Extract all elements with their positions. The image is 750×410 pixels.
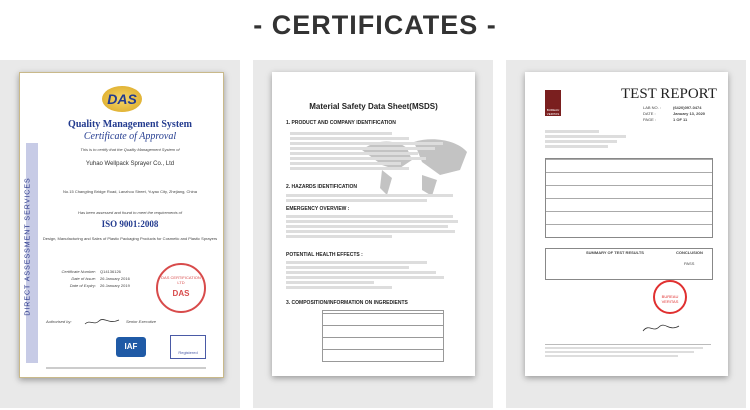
bureau-veritas-logo (545, 90, 561, 116)
certificate-panel-2 (253, 60, 493, 408)
bv-stamp (653, 280, 687, 314)
msds-title: Material Safety Data Sheet(MSDS) (309, 102, 438, 111)
authorised-label: Authorised by: (46, 319, 72, 324)
page-count: 1 OF 11 (673, 117, 688, 122)
issue-label: Date of Issue: (71, 276, 96, 281)
footer-text (545, 344, 711, 367)
bv-stamp-text: BUREAU VERITAS (661, 294, 679, 304)
stamp-logo: DAS (172, 289, 190, 298)
bv-logo-text: BUREAU VERITAS (546, 108, 560, 116)
summary-table (545, 248, 713, 280)
ukas-logo (170, 335, 206, 359)
das-logo (102, 86, 142, 112)
certification-stamp (156, 263, 206, 313)
scope-text: Design, Manufacturing and Sales of Plastic Packaging Products for Cosmetic and Plastic Sprayers (42, 236, 218, 241)
footer-line (46, 367, 206, 369)
intro-text: This is to certify that the Quality Management System of (80, 147, 180, 152)
conclusion-heading: CONCLUSION (676, 250, 703, 255)
section-3-heading: 3. COMPOSITION/INFORMATION ON INGREDIENTS (286, 300, 408, 306)
cert-number: Q14136126 (100, 269, 121, 274)
certificate-panel-1 (0, 60, 240, 408)
section-2-lines (286, 192, 462, 204)
cert-number-label: Certificate Number: (61, 269, 96, 274)
iaf-logo (116, 337, 146, 357)
lab-label: LAB NO. : (643, 105, 662, 110)
certificate-panel-3 (506, 60, 746, 408)
iaf-text: IAF (124, 342, 138, 351)
test-report-document (525, 72, 728, 376)
summary-heading: SUMMARY OF TEST RESULTS (586, 250, 644, 255)
das-logo-text: DAS (107, 91, 137, 107)
report-signature (641, 320, 681, 330)
emergency-heading: EMERGENCY OVERVIEW : (286, 206, 350, 212)
issue-date: 26 January 2016 (100, 276, 130, 281)
company-name: Yuhao Wellpack Sprayer Co., Ltd (85, 161, 175, 167)
section-1-lines (290, 130, 460, 172)
stamp-text: DAS CERTIFICATION LTD (161, 275, 201, 285)
iso-standard: ISO 9001:2008 (101, 219, 159, 229)
system-name: Quality Management System (68, 119, 192, 130)
effects-heading: POTENTIAL HEALTH EFFECTS : (286, 252, 363, 258)
sample-table (545, 158, 713, 238)
effects-lines (286, 259, 462, 291)
section-1-heading: 1. PRODUCT AND COMPANY IDENTIFICATION (286, 120, 396, 126)
side-text: DIRECT ASSESSMENT SERVICES (24, 177, 32, 316)
iso-certificate (19, 72, 224, 378)
lab-number: (6420)097-0474 (673, 105, 702, 110)
expiry-date: 26 January 2019 (100, 283, 130, 288)
section-2-heading: 2. HAZARDS IDENTIFICATION (286, 184, 358, 190)
ukas-text: Registered (178, 350, 198, 355)
page-heading: - CERTIFICATES - (253, 10, 497, 40)
company-address: No.15 Changting Bridge Road, Lanzhou Street, Yuyao City, Zhejiang, China (63, 189, 197, 194)
assessed-text: Has been assessed and found to meet the requirements of (77, 210, 183, 215)
report-title: TEST REPORT (621, 86, 717, 102)
report-date: January 13, 2020 (673, 111, 706, 116)
page-label: PAGE : (643, 117, 657, 122)
ingredients-table (322, 310, 444, 362)
pass-result: PASS (684, 261, 695, 266)
applicant-lines (545, 128, 635, 150)
emergency-lines (286, 213, 462, 240)
expiry-label: Date of Expiry: (69, 283, 96, 288)
msds-document (272, 72, 475, 376)
executive-label: Senior Executive (126, 319, 157, 324)
signature (84, 313, 120, 321)
certificate-subtitle: Certificate of Approval (83, 131, 177, 142)
date-label: DATE : (643, 111, 656, 116)
